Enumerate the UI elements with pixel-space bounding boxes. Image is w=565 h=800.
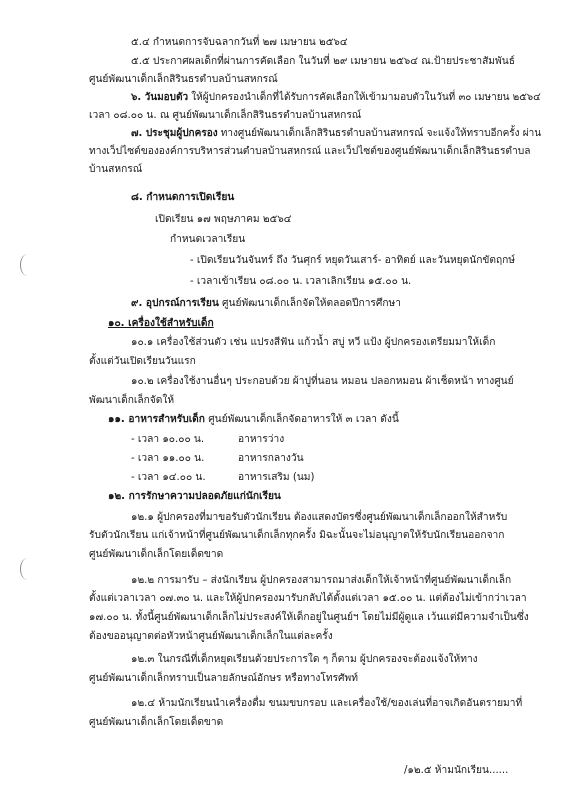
item-10-2-line1: ๑๐.๒ เครื่องใช้งานอื่นๆ ประกอบด้วย ผ้าปูที่นอน หมอน ปลอกหมอน ผ้าเช็ดหน้า ทางศูนย์: [131, 376, 514, 387]
item-7-text: ทางศูนย์พัฒนาเด็กเล็กสิรินธรตำบลบ้านสหกรณ์ จะแจ้งให้ทราบอีกครั้ง ผ่าน: [217, 128, 542, 139]
item-7-line2: ทางเว็ปไซต์ขององค์การบริหารส่วนตำบลบ้านสหกรณ์ และเว็ปไซต์ของศูนย์พัฒนาเด็กเล็กสิรินธรตำบล: [89, 146, 531, 157]
item-8-hours: - เวลาเข้าเรียน ๐๘.๐๐ น. เวลาเลิกเรียน ๑๕.๐๐ น.: [190, 276, 412, 287]
item-6-line2: เวลา ๐๘.๐๐ น. ณ ศูนย์พัฒนาเด็กเล็กสิรินธรตำบลบ้านสหกรณ์: [89, 110, 362, 121]
item-9-text: ศูนย์พัฒนาเด็กเล็กจัดให้ตลอดปีการศึกษา: [218, 298, 401, 309]
item-12-4-line1: ๑๒.๔ ห้ามนักเรียนนำเครื่องดื่ม ขนมขบกรอบ และเครื่องใช้/ของเล่นที่อาจเกิดอันตรายมาที่: [131, 698, 523, 709]
item-12-2-line3: ๑๗.๐๐ น. ทั้งนี้ศูนย์พัฒนาเด็กเล็กไม่ประสงค์ให้เด็กอยู่ในศูนย์ฯ โดยไม่มีผู้ดูแล เว้นแต่มีความจำเป็นซึ่ง: [89, 612, 529, 623]
item-8-time-label: กำหนดเวลาเรียน: [170, 234, 246, 245]
item-9: [131, 297, 401, 310]
item-12-3-line1: ๑๒.๓ ในกรณีที่เด็กหยุดเรียนด้วยประการใด ๆ ก็ตาม ผู้ปกครองจะต้องแจ้งให้ทาง: [131, 654, 478, 665]
item-12-3-line2: ศูนย์พัฒนาเด็กเล็กทราบเป็นลายลักษณ์อักษร หรือทางโทรศัพท์: [89, 673, 358, 684]
punch-hole-mark: [20, 558, 35, 580]
item-9-heading: ๙. อุปกรณ์การเรียน: [131, 298, 219, 309]
meal-1-time: - เวลา ๑๐.๐๐ น.: [131, 434, 205, 445]
meal-2-name: อาหารกลางวัน: [238, 453, 304, 464]
meal-1-name: อาหารว่าง: [238, 434, 285, 445]
punch-hole-mark: [20, 254, 35, 276]
item-11-line: [108, 413, 399, 426]
item-11-text: ศูนย์พัฒนาเด็กเล็กจัดอาหารให้ ๓ เวลา ดังนี้: [204, 414, 399, 425]
item-11-heading: ๑๑. อาหารสำหรับเด็ก: [108, 414, 205, 425]
item-12-1-line2: รับตัวนักเรียน แก่เจ้าหน้าที่ศูนย์พัฒนาเด็กเล็กทุกครั้ง มิฉะนั้นจะไม่อนุญาตให้รับนักเรียนออกจาก: [89, 530, 505, 541]
item-10-2-line2: พัฒนาเด็กเล็กจัดให้: [89, 395, 175, 406]
item-10-1-line1: ๑๐.๑ เครื่องใช้ส่วนตัว เช่น แปรงสีฟัน แก้วน้ำ สบู่ หวี แป้ง ผู้ปกครองเตรียมมาให้เด็ก: [131, 337, 496, 348]
item-6-text: ให้ผู้ปกครองนำเด็กที่ได้รับการคัดเลือกให้เข้ามามอบตัวในวันที่ ๓๐ เมษายน ๒๕๖๔: [188, 92, 541, 103]
item-7-line3: บ้านสหกรณ์: [89, 164, 143, 175]
item-8-days: - เปิดเรียนวันจันทร์ ถึง วันศุกร์ หยุดวันเสาร์- อาทิตย์ และวันหยุดนักขัตฤกษ์: [190, 255, 516, 266]
item-6-line1: [131, 91, 541, 104]
item-5-5-line1: ๕.๕ ประกาศผลเด็กที่ผ่านการคัดเลือก ในวันที่ ๒๙ เมษายน ๒๕๖๔ ณ.ป้ายประชาสัมพันธ์: [131, 56, 515, 67]
item-7-heading: ๗. ประชุมผู้ปกครอง: [131, 128, 218, 139]
item-12-heading: ๑๒. การรักษาความปลอดภัยแก่นักเรียน: [108, 491, 281, 502]
item-12-2-line1: ๑๒.๒ การมารับ – ส่งนักเรียน ผู้ปกครองสามารถมาส่งเด็กให้เจ้าหน้าที่ศูนย์พัฒนาเด็กเล็ก: [131, 575, 512, 586]
meal-3-time: - เวลา ๑๔.๐๐ น.: [131, 472, 206, 483]
item-8-heading: ๘. กำหนดการเปิดเรียน: [131, 192, 235, 203]
item-6-heading: ๖. วันมอบตัว: [131, 92, 189, 103]
meal-3-name: อาหารเสริม (นม): [238, 472, 315, 483]
item-12-4-line2: ศูนย์พัฒนาเด็กเล็กโดยเด็ดขาด: [89, 717, 224, 728]
item-12-2-line4: ต้องขออนุญาตต่อหัวหน้าศูนย์พัฒนาเด็กเล็กในแต่ละครั้ง: [89, 631, 333, 642]
item-8-open-date: เปิดเรียน ๑๗ พฤษภาคม ๒๕๖๔: [155, 214, 292, 225]
item-12-2-line2: ตั้งแต่เวลาเวลา ๐๗.๓๐ น. และให้ผู้ปกครองมารับกลับได้ตั้งแต่เวลา ๑๕.๐๐ น. แต่ต้องไม่เข้ากว่าเวลา: [89, 593, 527, 604]
item-10-1-line2: ตั้งแต่วันเปิดเรียนวันแรก: [89, 356, 196, 367]
item-12-1-line3: ศูนย์พัฒนาเด็กเล็กโดยเด็ดขาด: [89, 549, 224, 560]
meal-2-time: - เวลา ๑๑.๐๐ น.: [131, 453, 205, 464]
item-5-4: ๕.๔ กำหนดการจับฉลากวันที่ ๒๗ เมษายน ๒๕๖๔: [131, 37, 348, 48]
item-12-1-line1: ๑๒.๑ ผู้ปกครองที่มาขอรับตัวนักเรียน ต้องแสดงบัตรซึ่งศูนย์พัฒนาเด็กเล็กออกให้สำหรับ: [131, 512, 508, 523]
continuation-footer: /๑๒.๕ ห้ามนักเรียน......: [404, 765, 509, 776]
item-5-5-line2: ศูนย์พัฒนาเด็กเล็กสิรินธรตำบลบ้านสหกรณ์: [89, 74, 278, 85]
item-7-line1: [131, 127, 541, 140]
item-10-heading: ๑๐. เครื่องใช้สำหรับเด็ก: [108, 318, 214, 329]
